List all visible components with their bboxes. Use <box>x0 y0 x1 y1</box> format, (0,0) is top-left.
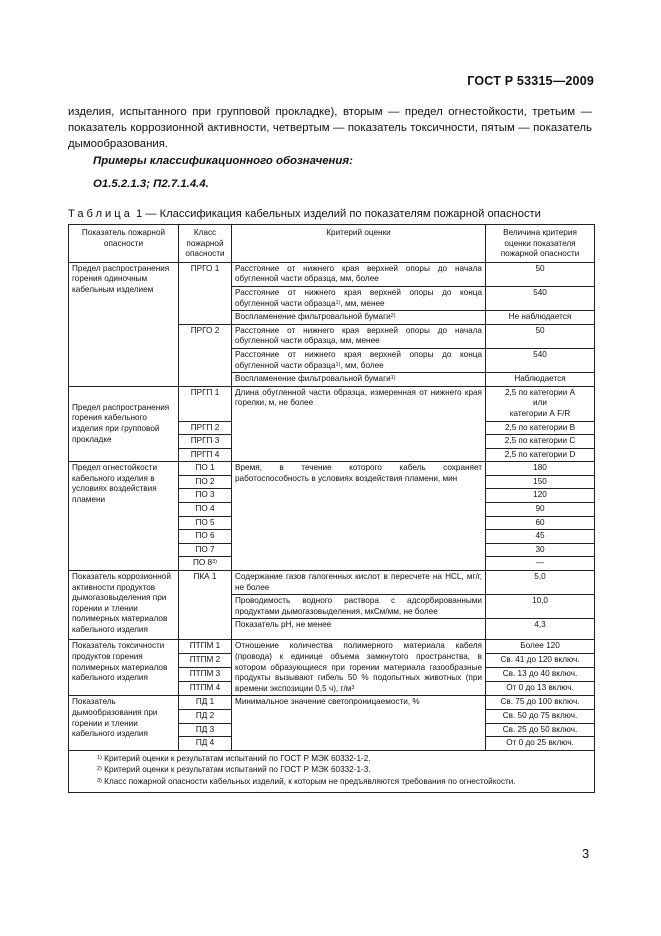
criterion-tail: , мм, более <box>340 360 384 370</box>
class-cell: ПТПМ 4 <box>179 682 232 696</box>
intro-paragraph: изделия, испытанного при групповой прокладке), вторым — предел огнестойкости, третьим — показатель коррозионной активности, четвертым — показатель токсичности, пятым — показатель дымообразования. <box>68 106 592 150</box>
examples-codes: О1.5.2.1.3; П2.7.1.4.4. <box>93 178 209 190</box>
footnote-text: Критерий оценки к результатам испытаний по ГОСТ Р МЭК 60332-1-3. <box>104 765 371 775</box>
criterion-cell: Проводимость водного раствора с адсорбированными продуктами дымогазовыделения, мкСм/мм, не более <box>232 595 486 619</box>
class-cell: ПРГП 1 <box>179 386 232 421</box>
value-cell: — <box>486 557 595 571</box>
class-cell: ПТПМ 3 <box>179 668 232 682</box>
table-row <box>69 262 595 286</box>
criterion-text: Расстояние от нижнего края верхней опоры до конца обугленной части образца <box>235 287 482 308</box>
value-cell: Св. 75 до 100 включ. <box>486 696 595 710</box>
criterion-cell: Расстояние от нижнего края верхней опоры до начала обугленной части образца, мм, менее <box>232 324 486 348</box>
criterion-text: Воспламенение фильтровальной бумаги <box>235 374 391 384</box>
value-cell: 30 <box>486 543 595 557</box>
value-cell: 540 <box>486 286 595 310</box>
class-cell: ПРГО 1 <box>179 262 232 324</box>
value-cell: 150 <box>486 475 595 489</box>
footnotes <box>69 750 595 792</box>
indicator-fire-resistance: Предел огнестойкости кабельного изделия в условиях воздействия пламени <box>69 462 179 571</box>
footnote-mark: 3) <box>97 777 102 784</box>
header-criterion: Критерий оценки <box>232 225 486 263</box>
footnote-mark: 1) <box>97 754 102 761</box>
footnote-ref: 3) <box>212 559 217 566</box>
value-cell: 4,3 <box>486 619 595 640</box>
footnote <box>97 754 586 765</box>
class-text: ПО 8 <box>193 558 213 568</box>
value-cell: Св. 41 до 120 включ. <box>486 654 595 668</box>
value-cell: 50 <box>486 262 595 286</box>
table-caption-word: Таблица <box>68 208 133 220</box>
criterion-cell <box>232 373 486 387</box>
value-line: 2,5 по категории А <box>504 387 576 397</box>
footnote <box>97 765 586 776</box>
footnote-ref: 1) <box>390 375 396 382</box>
class-cell: ПО 7 <box>179 543 232 557</box>
class-cell: ПКА 1 <box>179 571 232 640</box>
table-row <box>69 462 595 476</box>
value-cell: 10,0 <box>486 595 595 619</box>
indicator-corrosion: Показатель коррозионной активности продуктов дымогазовыделения при горении и тлении полимерных материалов кабельного изделия <box>69 571 179 640</box>
table-footnotes-row <box>69 750 595 792</box>
value-cell <box>486 386 595 421</box>
class-cell: ПД 1 <box>179 696 232 710</box>
examples-title: Примеры классификационного обозначения: <box>93 155 353 167</box>
class-cell <box>179 557 232 571</box>
class-cell: ПРГП 4 <box>179 448 232 462</box>
value-cell: 90 <box>486 503 595 517</box>
indicator-smoke: Показатель дымообразования при горении и тлении кабельного изделия <box>69 696 179 750</box>
criterion-cell <box>232 286 486 310</box>
value-cell: 60 <box>486 516 595 530</box>
class-cell: ПО 2 <box>179 475 232 489</box>
class-cell: ПТПМ 1 <box>179 640 232 654</box>
class-cell: ПРГП 2 <box>179 421 232 435</box>
value-cell: 180 <box>486 462 595 476</box>
criterion-cell <box>232 348 486 372</box>
table-caption <box>68 208 541 220</box>
footnote-mark: 2) <box>97 766 102 773</box>
table-caption-text: 1 — Классификация кабельных изделий по показателям пожарной опасности <box>135 208 541 220</box>
criterion-cell <box>232 640 486 696</box>
footnote-text: Критерий оценки к результатам испытаний по ГОСТ Р МЭК 60332-1-2. <box>104 753 371 763</box>
table-header-row <box>69 225 595 263</box>
page-number: 3 <box>582 846 590 861</box>
criterion-cell: Показатель рН, не менее <box>232 619 486 640</box>
footnote-text: Класс пожарной опасности кабельных изделий, к которым не предъявляются требования по огнестойкости. <box>104 776 516 786</box>
value-cell: 2,5 по категории В <box>486 421 595 435</box>
value-line: категории А F/R <box>509 408 571 418</box>
value-cell: 2,5 по категории С <box>486 435 595 449</box>
footnote-ref: 2) <box>390 313 396 320</box>
value-cell: Св. 13 до 40 включ. <box>486 668 595 682</box>
class-cell: ПРГП 3 <box>179 435 232 449</box>
value-cell: 50 <box>486 324 595 348</box>
value-cell: Не наблюдается <box>486 311 595 325</box>
footnote-ref: 1) <box>335 361 341 368</box>
criterion-text: Отношение количества полимерного материала кабеля (провода) к единице объема замкнутого пространства, в котором образующиеся при горении материала газообразные продукты вызывают гибель 50 % подопытных животных (при времени экспозиции 0,5 ч), г/м <box>235 641 482 693</box>
value-cell: 540 <box>486 348 595 372</box>
class-cell: ПО 5 <box>179 516 232 530</box>
unit-superscript: 3 <box>351 684 355 691</box>
table-row <box>69 386 595 421</box>
criterion-text: Воспламенение фильтровальной бумаги <box>235 312 391 322</box>
table-row <box>69 640 595 654</box>
criterion-cell <box>232 311 486 325</box>
criterion-cell: Минимальное значение светопроницаемости, % <box>232 696 486 750</box>
class-cell: ПО 1 <box>179 462 232 476</box>
value-cell: 45 <box>486 530 595 544</box>
header-class: Класс пожарной опасности <box>179 225 232 263</box>
table-row <box>69 571 595 595</box>
value-cell: Наблюдается <box>486 373 595 387</box>
value-cell: 120 <box>486 489 595 503</box>
class-cell: ПД 4 <box>179 737 232 751</box>
value-cell: 5,0 <box>486 571 595 595</box>
class-cell: ПО 3 <box>179 489 232 503</box>
value-cell: Св. 50 до 75 включ. <box>486 709 595 723</box>
footnote-ref: 1) <box>335 299 341 306</box>
indicator-group-burn: Предел распространения горения кабельного изделия при групповой прокладке <box>69 386 179 462</box>
value-cell: Св. 25 до 50 включ. <box>486 723 595 737</box>
value-cell: От 0 до 25 включ. <box>486 737 595 751</box>
footnote <box>97 777 586 788</box>
header-value: Величина критерия оценки показателя пожарной опасности <box>486 225 595 263</box>
class-cell: ПТПМ 2 <box>179 654 232 668</box>
criterion-text: Расстояние от нижнего края верхней опоры до конца обугленной части образца <box>235 349 482 370</box>
criterion-cell: Время, в течение которого кабель сохраняет работоспособность в условиях воздействия пламени, мин <box>232 462 486 571</box>
criterion-cell: Длина обугленной части образца, измеренная от нижнего края горелки, м, не более <box>232 386 486 462</box>
class-cell: ПД 2 <box>179 709 232 723</box>
criterion-cell: Расстояние от нижнего края верхней опоры до начала обугленной части образца, мм, более <box>232 262 486 286</box>
criterion-tail: , мм, менее <box>340 298 385 308</box>
value-cell: 2,5 по категории D <box>486 448 595 462</box>
fire-hazard-table <box>68 224 595 793</box>
document-number: ГОСТ Р 53315—2009 <box>467 74 594 88</box>
indicator-single-burn: Предел распространения горения одиночным кабельным изделием <box>69 262 179 386</box>
criterion-cell: Содержание газов галогенных кислот в пересчете на HCL, мг/г, не более <box>232 571 486 595</box>
value-cell: Более 120 <box>486 640 595 654</box>
class-cell: ПД 3 <box>179 723 232 737</box>
class-cell: ПРГО 2 <box>179 324 232 386</box>
class-cell: ПО 6 <box>179 530 232 544</box>
indicator-toxicity: Показатель токсичности продуктов горения полимерных материалов кабельного изделия <box>69 640 179 696</box>
table-row <box>69 696 595 710</box>
header-indicator: Показатель пожарной опасности <box>69 225 179 263</box>
value-line: или <box>533 398 547 408</box>
value-cell: От 0 до 13 включ. <box>486 682 595 696</box>
class-cell: ПО 4 <box>179 503 232 517</box>
